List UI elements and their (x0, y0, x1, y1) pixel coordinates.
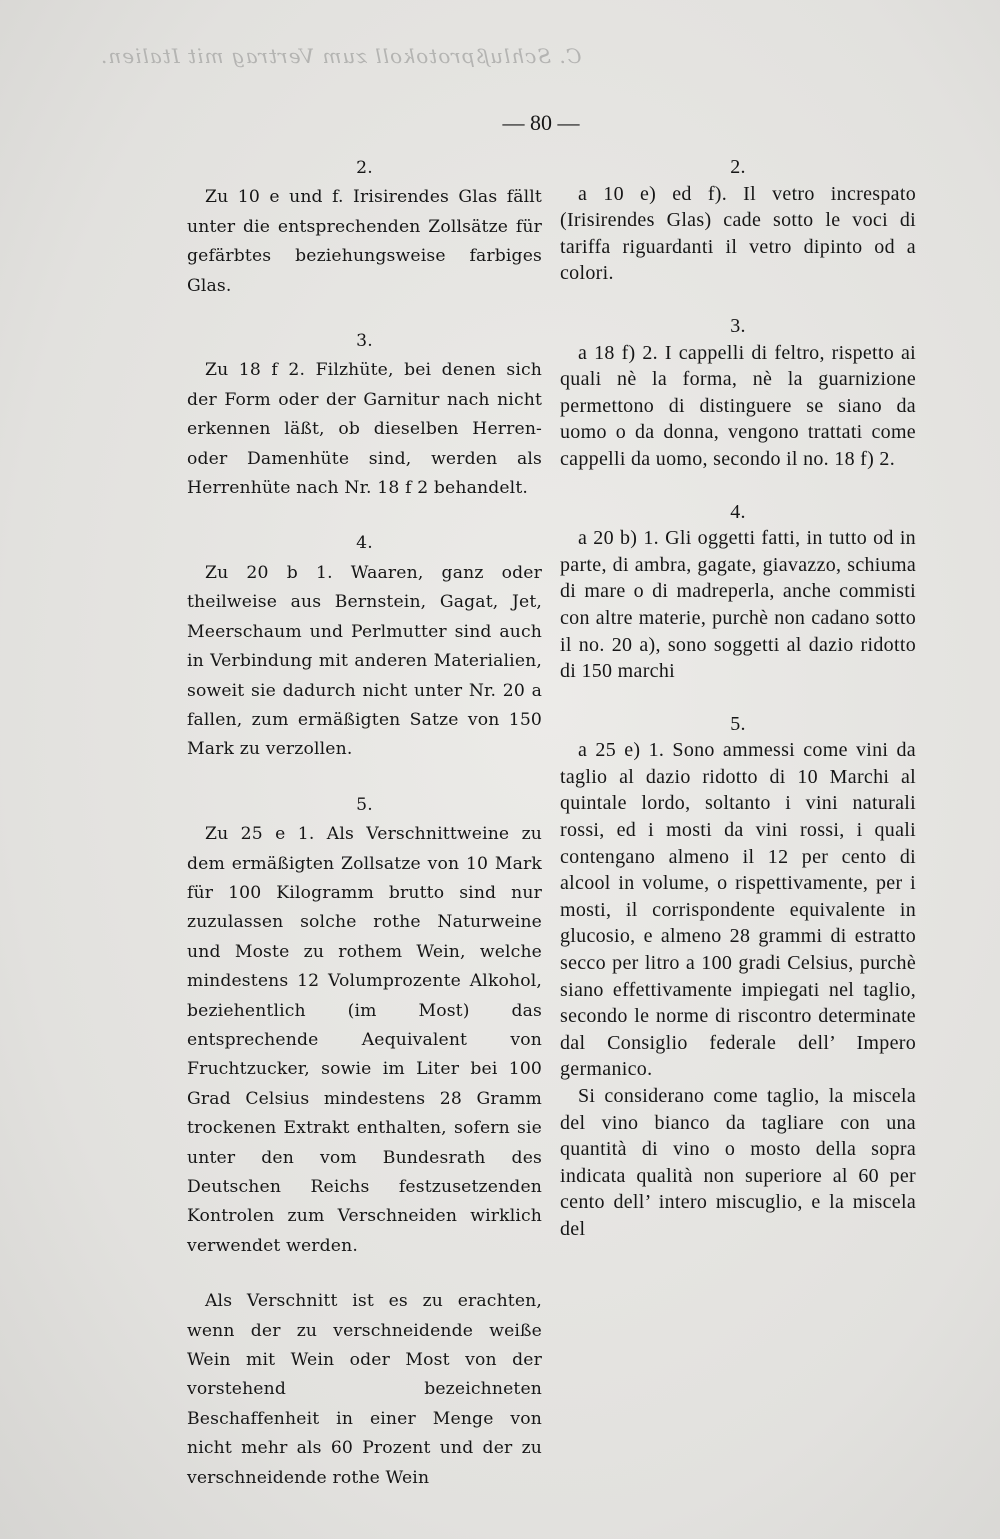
section-heading: 4. (356, 533, 373, 554)
section-heading: 2. (730, 156, 746, 178)
german-column (187, 152, 542, 1493)
section-heading: 5. (730, 712, 746, 735)
bleed-through-text: C. Schlußprotokoll zum Vertrag mit Italien. (100, 44, 582, 68)
continuation-paragraph: Als Verschnitt ist es zu erachten, wenn der zu verschneidende weiße Wein mit Wein oder Most von der vorstehend bezeichneten Beschaffenheit in einer Menge von nicht mehr als 60 Prozent und der zu verschneidende rothe Wein (187, 1291, 542, 1488)
section-text: a 25 e) 1. Sono ammessi come vini da taglio al dazio ridotto di 10 Marchi al quintale lordo, soltanto i vini naturali rossi, ed i mosti da vini rossi, i quali contengano almeno il 12 per cento di alcool in volume, o rispettivamente, per i mosti, il corrispondente equivalente in glucosio, e almeno 28 grammi di estratto secco per litro a 100 gradi Celsius, purchè siano effettivamente impiegati nel taglio, secondo le norme di riscontro determinate dal Consiglio federale dell’ Impero germanico. (560, 739, 916, 1081)
section-text: Zu 10 e und f. Irisirendes Glas fällt unter die entsprechenden Zollsätze für gefärbtes beziehungsweise farbiges Glas. (187, 187, 542, 296)
section-text: a 20 b) 1. Gli oggetti fatti, in tutto od in parte, di ambra, gagate, giavazzo, schiuma di mare o di madreperla, anche commisti con altre materie, purchè non cadano sotto il no. 20 a), sono soggetti al dazio ridotto di 150 marchi (560, 527, 916, 683)
section-text: Zu 18 f 2. Filzhüte, bei denen sich der Form oder der Garnitur nach nicht erkennen läßt, ob dieselben Herren- oder Damenhüte sind, werden als Herrenhüte nach Nr. 18 f 2 behandelt. (187, 360, 542, 499)
section-heading: 4. (730, 500, 746, 523)
section-text: Zu 20 b 1. Waaren, ganz oder theilweise aus Bernstein, Gagat, Jet, Meerschaum und Perlmutter sind auch in Verbindung mit anderen Materialien, soweit sie dadurch nicht unter Nr. 20 a fallen, zum ermäßigten Satze von 150 Mark zu verzollen. (187, 562, 542, 760)
page-number: — 80 — (502, 110, 580, 135)
italian-column (560, 152, 916, 1243)
section-text: a 10 e) ed f). Il vetro increspato (Irisirendes Glas) cade sotto le voci di tariffa riguardanti il vetro dipinto od a colori. (560, 182, 916, 285)
section-text: Zu 25 e 1. Als Verschnittweine zu dem ermäßigten Zollsatze von 10 Mark für 100 Kilogramm brutto sind nur zuzulassen solche rothe Naturweine und Moste zu rothem Wein, welche mindestens 12 Volumprozente Alkohol, beziehentlich (im Most) das entsprechende Aequivalent von Fruchtzucker, sowie im Liter bei 100 Grad Celsius mindestens 28 Gramm trockenen Extrakt enthalten, sofern sie unter den vom Bundesrath des Deutschen Reichs festzusetzenden Kontrolen zum Verschneiden wirklich verwendet werden. (187, 824, 542, 1256)
continuation-paragraph: Si considerano come taglio, la miscela del vino bianco da tagliare con una quantità di vino o mosto della sopra indicata qualità non superiore al 60 per cento dell’ intero miscuglio, e la miscela del (560, 1085, 916, 1240)
section-heading: 2. (356, 158, 373, 178)
section-heading: 3. (356, 331, 373, 352)
section-heading: 5. (356, 794, 373, 815)
section-text: a 18 f) 2. I cappelli di feltro, rispetto ai quali nè la forma, nè la guarnizione permettono di distinguere se siano da uomo o da donna, vengono trattati come cappelli da uomo, secondo il no. 18 f) 2. (560, 341, 916, 470)
section-heading: 3. (730, 314, 746, 337)
